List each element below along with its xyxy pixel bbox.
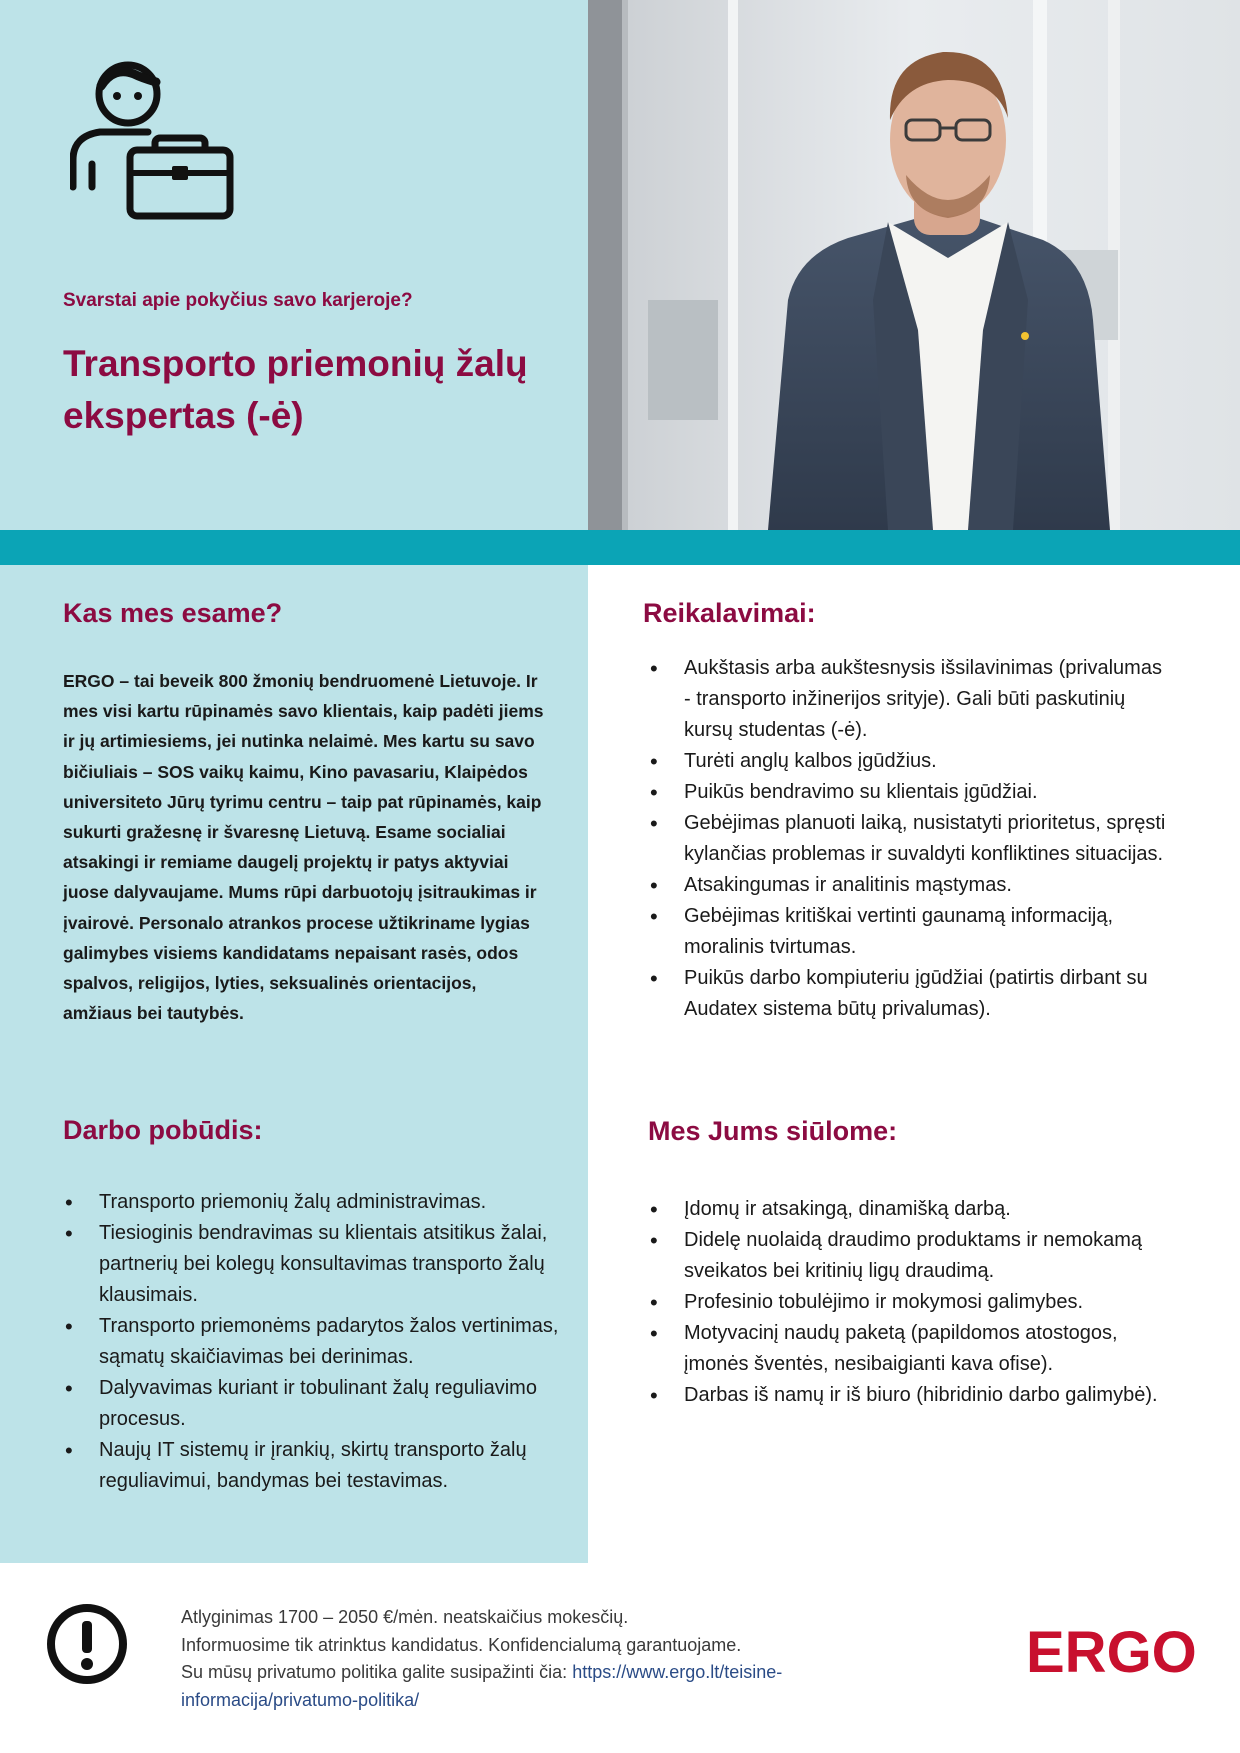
list-item: • Puikūs darbo kompiuteriu įgūdžiai (patirtis dirbant su Audatex sistema būtų privalumas). xyxy=(648,963,1173,1025)
list-item: • Tiesioginis bendravimas su klientais atsitikus žalai, partnerių bei kolegų konsultavimas transporto žalų klausimais. xyxy=(63,1218,563,1311)
list-item: • Gebėjimas kritiškai vertinti gaunamą informaciją, moralinis tvirtumas. xyxy=(648,901,1173,963)
list-item: • Transporto priemonėms padarytos žalos vertinimas, sąmatų skaičiavimas bei derinimas. xyxy=(63,1311,563,1373)
requirements-list xyxy=(648,653,1173,1025)
list-item: • Profesinio tobulėjimo ir mokymosi galimybes. xyxy=(648,1287,1173,1318)
privacy-text xyxy=(181,1659,941,1714)
duties-list xyxy=(63,1187,563,1497)
privacy-policy-link[interactable]: https://www.ergo.lt/teisine-informacija/privatumo-politika/ xyxy=(181,1662,783,1710)
list-item: • Įdomų ir atsakingą, dinamišką darbą. xyxy=(648,1194,1173,1225)
list-item: • Darbas iš namų ir iš biuro (hibridinio darbo galimybė). xyxy=(648,1380,1173,1411)
requirements-heading: Reikalavimai: xyxy=(643,598,816,628)
offer-heading: Mes Jums siūlome: xyxy=(648,1116,898,1146)
employee-portrait-photo xyxy=(588,0,1240,530)
list-item: • Transporto priemonių žalų administravimas. xyxy=(63,1187,563,1218)
offer-list xyxy=(648,1194,1173,1411)
job-title xyxy=(63,338,563,442)
list-item: • Puikūs bendravimo su klientais įgūdžiai. xyxy=(648,777,1173,808)
career-briefcase-icon xyxy=(70,60,235,220)
notice-text: Informuosime tik atrinktus kandidatus. Konfidencialumą garantuojame. xyxy=(181,1634,742,1655)
list-item: • Aukštasis arba aukštesnysis išsilavinimas (privalumas - transporto inžinerijos srityje). Gali būti paskutinių kursų studentas (-ė). xyxy=(648,653,1173,746)
footer-text xyxy=(181,1604,941,1714)
about-text: ERGO – tai beveik 800 žmonių bendruomenė Lietuvoje. Ir mes visi kartu rūpinamės savo klientais, kaip padėti jiems ir jų artimiesiems, jei nutinka nelaimė. Mes kartu su savo bičiuliais – SOS vaikų kaimu, Kino pavasariu, Klaipėdos universiteto Jūrų tyrimu centru – taip pat rūpinamės, kaip sukurti gražesnę ir švaresnę Lietuvą. Esame socialiai atsakingi ir remiame daugelį projektų ir patys aktyviai juose dalyvaujame. Mums rūpi darbuotojų įsitraukimas ir įvairovė. Personalo atrankos procese užtikriname lygias galimybes visiems kandidatams nepaisant rasės, odos spalvos, religijos, lyties, seksualinės orientacijos, amžiaus bei tautybės. xyxy=(63,671,544,1024)
list-item: • Atsakingumas ir analitinis mąstymas. xyxy=(648,870,1173,901)
job-title-line-1: Transporto priemonių žalų xyxy=(63,343,528,384)
salary-text: Atlyginimas 1700 – 2050 €/mėn. neatskaičius mokesčių. xyxy=(181,1607,629,1627)
duties-heading: Darbo pobūdis: xyxy=(63,1115,263,1145)
job-title-line-2: ekspertas (-ė) xyxy=(63,395,304,436)
privacy-prefix: Su mūsų privatumo politika galite susipažinti čia: xyxy=(181,1662,573,1682)
list-item: • Turėti anglų kalbos įgūdžius. xyxy=(648,746,1173,777)
list-item: • Naujų IT sistemų ir įrankių, skirtų transporto žalų reguliavimui, bandymas bei testavimas. xyxy=(63,1435,563,1497)
header-panel xyxy=(0,0,588,530)
list-item: • Motyvacinį naudų paketą (papildomos atostogos, įmonės šventės, nesibaigianti kava ofise). xyxy=(648,1318,1173,1380)
tagline: Svarstai apie pokyčius savo karjeroje? xyxy=(63,290,413,311)
list-item: • Didelę nuolaidą draudimo produktams ir nemokamą sveikatos bei kritinių ligų draudimą. xyxy=(648,1225,1173,1287)
ergo-logo: ERGO xyxy=(1026,1620,1197,1685)
list-item: • Gebėjimas planuoti laiką, nusistatyti prioritetus, spręsti kylančias problemas ir suvaldyti konfliktines situacijas. xyxy=(648,808,1173,870)
about-heading: Kas mes esame? xyxy=(63,598,283,628)
divider-band xyxy=(0,530,1240,565)
exclamation-icon xyxy=(46,1603,128,1685)
list-item: • Dalyvavimas kuriant ir tobulinant žalų reguliavimo procesus. xyxy=(63,1373,563,1435)
